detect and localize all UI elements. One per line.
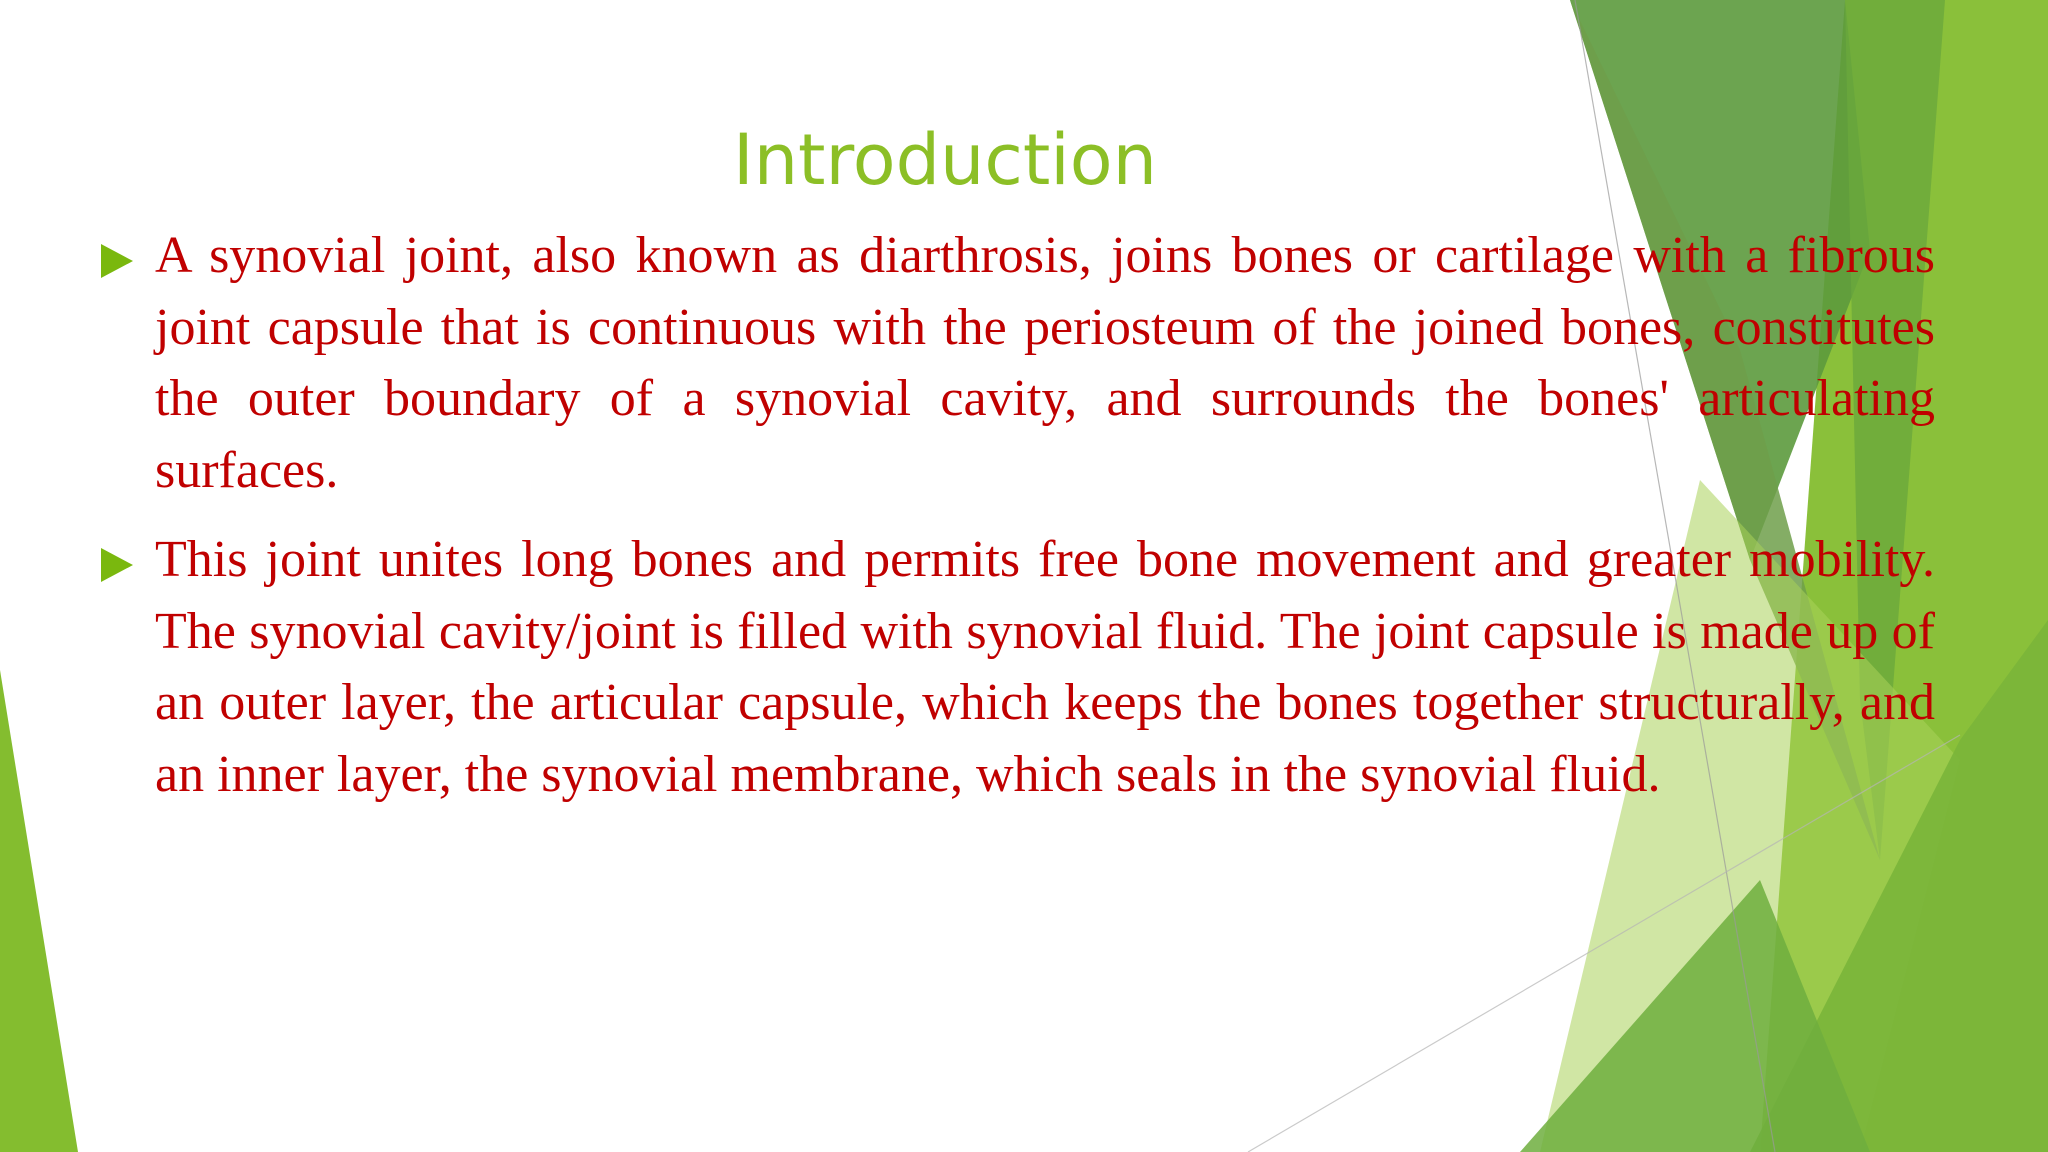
bullet-item	[95, 220, 1935, 506]
bullet-list	[95, 220, 1935, 828]
triangle-right-icon	[101, 244, 133, 278]
facet-left	[0, 670, 78, 1152]
bullet-text: A synovial joint, also known as diarthrosis, joins bones or cartilage with a fibrous joint capsule that is continuous with the periosteum of the joined bones, constitutes the outer boundary of a synovial cavity, and surrounds the bones' articulating surfaces.	[155, 227, 1935, 499]
bullet-text: This joint unites long bones and permits free bone movement and greater mobility. The synovial cavity/joint is filled with synovial fluid. The joint capsule is made up of an outer layer, the articular capsule, which keeps the bones together structurally, and an inner layer, the synovial membrane, which seals in the synovial fluid.	[155, 531, 1935, 803]
triangle-right-icon	[101, 548, 133, 582]
slide-title: Introduction	[733, 119, 1157, 201]
bullet-item	[95, 524, 1935, 810]
